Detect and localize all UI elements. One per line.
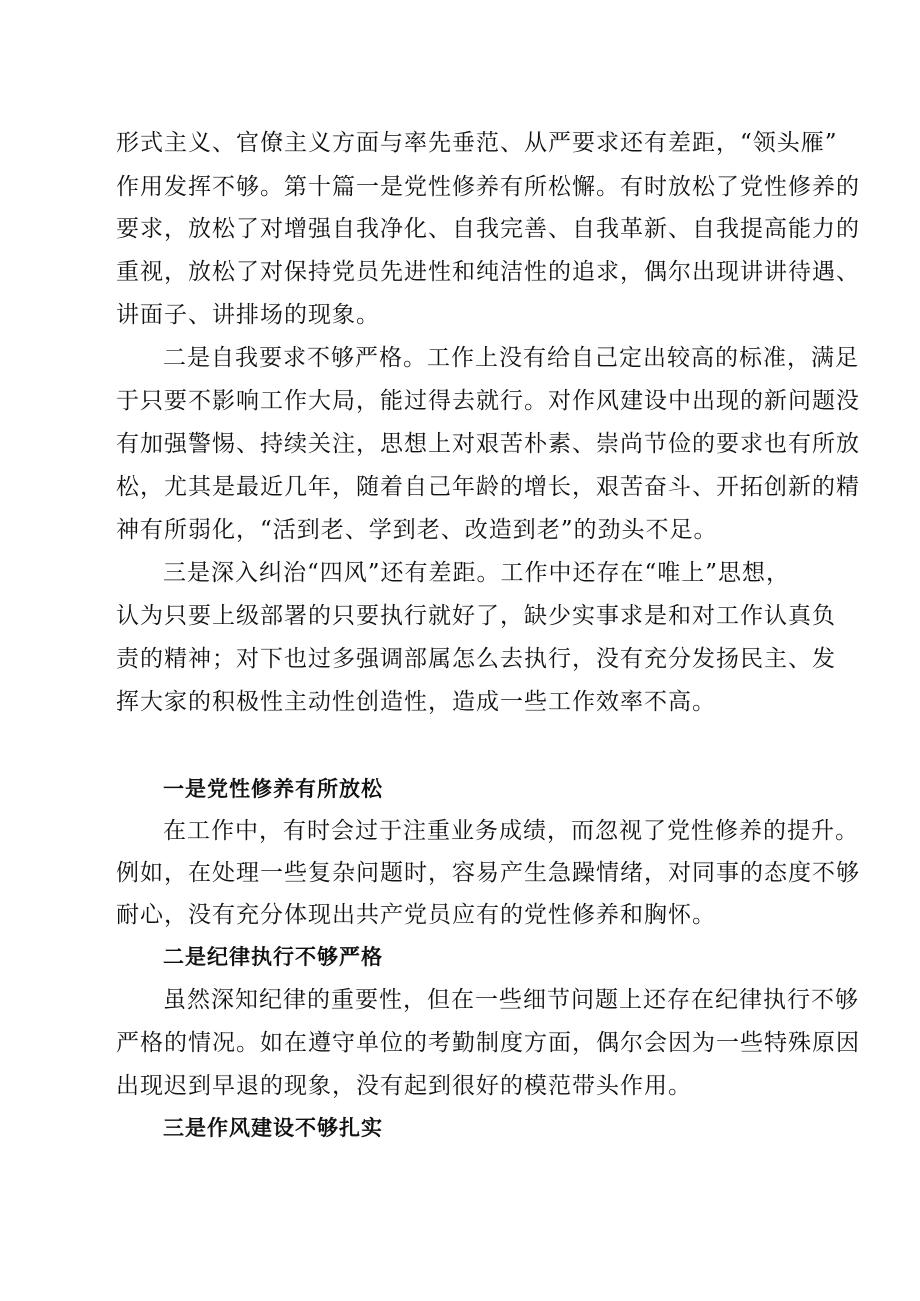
paragraph-line: 在工作中，有时会过于注重业务成绩，而忽视了党性修养的提升。 (163, 818, 859, 844)
paragraph-line: 严格的情况。如在遵守单位的考勤制度方面，偶尔会因为一些特殊原因 (116, 1030, 860, 1056)
section-heading: 二是纪律执行不够严格 (163, 945, 383, 969)
paragraph-line: 形式主义、官僚主义方面与率先垂范、从严要求还有差距，“领头雁” (116, 130, 838, 156)
paragraph-line: 作用发挥不够。第十篇一是党性修养有所松懈。有时放松了党性修养的 (116, 174, 860, 200)
paragraph-line: 认为只要上级部署的只要执行就好了，缺少实事求是和对工作认真负 (116, 603, 836, 629)
paragraph-line: 三是深入纠治“四风”还有差距。工作中还存在“唯上”思想， (163, 560, 791, 586)
section-heading: 一是党性修养有所放松 (163, 777, 383, 801)
paragraph-line: 重视，放松了对保持党员先进性和纯洁性的追求，偶尔出现讲讲待遇、 (116, 259, 860, 285)
section-heading: 三是作风建设不够扎实 (163, 1116, 383, 1140)
paragraph-line: 虽然深知纪律的重要性，但在一些细节问题上还存在纪律执行不够 (163, 987, 859, 1013)
paragraph-line: 讲面子、讲排场的现象。 (116, 302, 380, 328)
paragraph-line: 挥大家的积极性主动性创造性，造成一些工作效率不高。 (116, 689, 716, 715)
paragraph-line: 出现迟到早退的现象，没有起到很好的模范带头作用。 (116, 1073, 692, 1099)
paragraph-line: 有加强警惕、持续关注，思想上对艰苦朴素、崇尚节俭的要求也有所放 (116, 431, 860, 457)
paragraph-line: 例如，在处理一些复杂问题时，容易产生急躁情绪，对同事的态度不够 (116, 860, 860, 886)
paragraph-line: 二是自我要求不够严格。工作上没有给自己定出较高的标准，满足 (163, 345, 859, 371)
paragraph-line: 于只要不影响工作大局，能过得去就行。对作风建设中出现的新问题没 (116, 388, 860, 414)
paragraph-line: 责的精神；对下也过多强调部属怎么去执行，没有充分发扬民主、发 (116, 646, 836, 672)
paragraph-line: 松，尤其是最近几年，随着自己年龄的增长，艰苦奋斗、开拓创新的精 (116, 474, 860, 500)
paragraph-line: 耐心，没有充分体现出共产党员应有的党性修养和胸怀。 (116, 902, 716, 928)
paragraph-line: 神有所弱化，“活到老、学到老、改造到老”的劲头不足。 (116, 517, 718, 543)
paragraph-line: 要求，放松了对增强自我净化、自我完善、自我革新、自我提高能力的 (116, 216, 860, 242)
